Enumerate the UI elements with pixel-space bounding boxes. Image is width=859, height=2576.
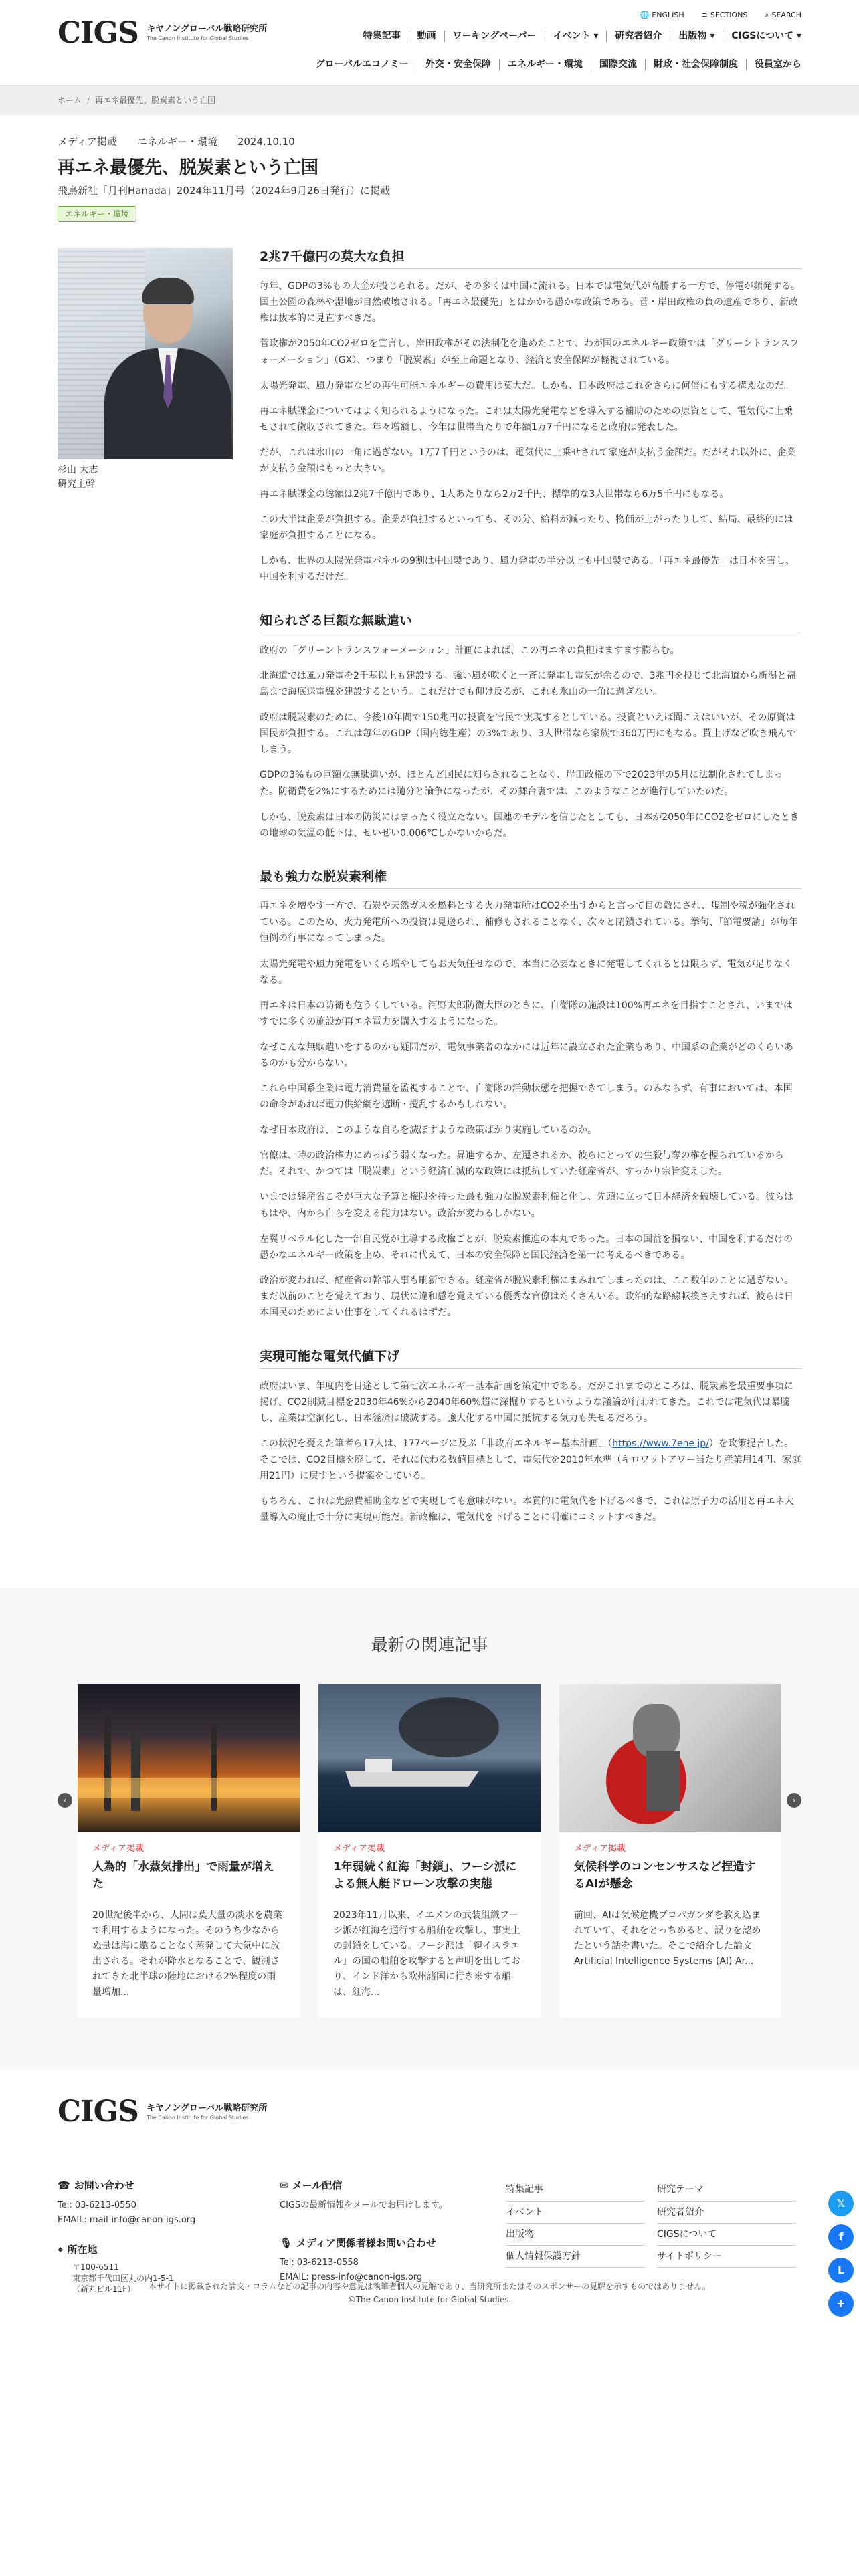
- footer-logo-mark: CIGS: [58, 2095, 138, 2129]
- phone-icon: ☎: [58, 2179, 70, 2192]
- footer-link-1[interactable]: 研究テーマ: [657, 2179, 796, 2201]
- paragraph: なぜ日本政府は、このような自らを滅ぼすような政策ばかり実施しているのか。: [260, 1125, 597, 1136]
- paragraph: 北海道では風力発電を2千基以上も建設する。強い風が吹くと一斉に発電し電気が余るので、3兆円を投じて北海道から新潟と福島まで海底送電線を建設するという。これだけでも仰け反るが、これも氷山の一角に過ぎない。: [260, 671, 796, 698]
- section-heading: 最も強力な脱炭素利権: [260, 868, 801, 889]
- share-icon[interactable]: +: [828, 2291, 854, 2317]
- contact-title: お問い合わせ: [74, 2179, 134, 2192]
- site-footer: [0, 2070, 859, 2324]
- paragraph: この状況を憂えた筆者ら17人は、177ページに及ぶ「非政府エネルギー基本計画」（https://www.7ene.jp/）を政策提言した。そこでは、CO2目標を廃して、それに代わる数値目標として、電気代を2010年水準（キロワットアワー当たり産業用14円、家庭用21円）に戻すという提案をしている。: [260, 1438, 801, 1481]
- paragraph: 政府は脱炭素のために、今後10年間で150兆円の投資を官民で実現するとしている。投資といえば聞こえはいいが、その原資は国民が負担する。これは毎年のGDP（国内総生産）の3%であり、3人世帯なら家族で360万円にもなる。貰上げなど吹き飛んでしまう。: [260, 712, 796, 756]
- paragraph: しかも、世界の太陽光発電パネルの9割は中国製であり、風力発電の半分以上も中国製である。「再エネ最優先」は日本を害し、中国を利するだけだ。: [260, 556, 795, 583]
- paragraph: 太陽光発電、風力発電などの再生可能エネルギーの費用は莫大だ。しかも、日本政府はこれをさらに何倍にもする構えなのだ。: [260, 380, 793, 391]
- mail-desc: CIGSの最新情報をメールでお届けします。: [280, 2200, 448, 2211]
- nav1-item-1[interactable]: 動画: [409, 31, 445, 42]
- footer-link-5[interactable]: CIGSについて: [657, 2224, 796, 2246]
- article-type[interactable]: メディア掲載: [58, 136, 117, 148]
- footer-link-4[interactable]: 出版物: [506, 2224, 645, 2246]
- contact-tel[interactable]: Tel: 03-6213-0550: [58, 2200, 136, 2211]
- nav2-item-0[interactable]: グローバルエコノミー: [308, 59, 417, 70]
- related-card[interactable]: [318, 1684, 541, 2018]
- related-heading: 最新の関連記事: [371, 1635, 488, 1655]
- breadcrumb: [0, 86, 859, 115]
- paragraph: これら中国系企業は電力消費量を監視することで、自衛隊の活動状態を把握できてしまう。のみならず、有事においては、本国の命令があれば電力供給網を遮断・攪乱するかもしれない。: [260, 1083, 793, 1111]
- breadcrumb-home[interactable]: ホーム: [58, 95, 82, 105]
- facebook-icon[interactable]: f: [828, 2224, 854, 2250]
- contact-email[interactable]: EMAIL: mail-info@canon-igs.org: [58, 2214, 196, 2225]
- related-card-description: 前回、AIは気候危機プロパガンダを教え込まれていて、それをとっちめると、誤りを認めたという話を書いた。そこで紹介した論文 Artificial Intelligence Systems (AI) Ar...: [574, 1909, 761, 1967]
- press-tel[interactable]: Tel: 03-6213-0558: [280, 2258, 359, 2268]
- nav1-item-6[interactable]: CIGSについて ▾: [731, 31, 801, 41]
- footer-logo[interactable]: [58, 2097, 267, 2127]
- main-nav: [355, 31, 801, 42]
- microphone-icon: 🎙: [280, 2237, 293, 2250]
- location-icon: ⌖: [58, 2244, 64, 2256]
- section-heading: 実現可能な電気代値下げ: [260, 1348, 801, 1369]
- search-icon: ⌕: [765, 11, 769, 19]
- article-category[interactable]: エネルギー・環境: [136, 136, 217, 148]
- related-card-category: メディア掲載: [333, 1843, 385, 1854]
- paragraph: 政府の「グリーントランスフォーメーション」計画によれば、この再エネの負担はますます膨らむ。: [260, 645, 680, 656]
- paragraph: なぜこんな無駄遣いをするのかも疑問だが、電気事業者のなかには近年に設立された企業もあり、中国系の企業がどのくらいあるのかも分からない。: [260, 1041, 793, 1069]
- footer-link-0[interactable]: 特集記事: [506, 2179, 645, 2201]
- util-label: SEARCH: [771, 11, 801, 19]
- paragraph: 毎年、GDPの3%もの大金が投じられる。だが、その多くは中国に流れる。日本では電気代が高騰する一方で、停電が頻発する。国土公園の森林や湿地が自然破壊される。「再エネ最優先」とはかかる愚かな政策である。菅・岸田政権の負の遺産であり、新政権は抜本的に見直すべきだ。: [260, 281, 800, 324]
- section-heading: 知られざる巨額な無駄遣い: [260, 612, 801, 633]
- paragraph: 左翼リベラル化した一部自民党が主導する政権ごとが、脱炭素推進の本丸であった。日本の国益を損ない、中国を利するだけの愚かなエネルギー政策を止め、それに代えて、日本の安全保障と国民経済を第一に考えるべきである。: [260, 1233, 793, 1261]
- related-card-image[interactable]: [78, 1684, 300, 1832]
- related-card-image[interactable]: [559, 1684, 781, 1832]
- x-icon[interactable]: 𝕏: [828, 2191, 854, 2216]
- article-content: [260, 248, 801, 1535]
- copyright: ©The Canon Institute for Global Studies.: [347, 2294, 512, 2304]
- address-title: 所在地: [67, 2244, 98, 2256]
- util-label: SECTIONS: [710, 11, 748, 19]
- paragraph: 再エネ賦課金についてはよく知られるようになった。これは太陽光発電などを導入する補助のための原資として、電気代に上乗せされて徴収されてきた。年々増額し、今年は世帯当たりで年額1万7千円になると政府は発表した。: [260, 405, 793, 433]
- logo-name-ja: キヤノングローバル戦略研究所: [146, 24, 268, 35]
- nav2-item-5[interactable]: 役員室から: [755, 59, 801, 70]
- address-zip: 〒100-6511: [72, 2262, 119, 2272]
- util-label: ENGLISH: [652, 11, 684, 19]
- paragraph: この大半は企業が負担する。企業が負担するといっても、その分、給料が減ったり、物価が上がったりして、結局、最終的には家庭が負担することになる。: [260, 514, 793, 542]
- paragraph: 政治が変われば、経産省の幹部人事も刷新できる。経産省が脱炭素利権にまみれてしまったのは、ここ数年のことに過ぎない。まだ以前のことを覚えており、現状に違和感を覚えている優秀な官僚はたくさんいる。政治的な路線転換さえすれば、彼らは日本国民のためによい仕事をしてくれるはずだ。: [260, 1275, 793, 1318]
- related-card-image[interactable]: [318, 1684, 541, 1832]
- related-card-category: メディア掲載: [92, 1843, 144, 1854]
- footer-address: [58, 2242, 97, 2262]
- paragraph: 菅政権が2050年CO2ゼロを宣言し、岸田政権がその法制化を進めたことで、わが国のエネルギー政策では「グリーントランスフォーメーション」（GX）、つまり「脱炭素」が至上命題となり、経済と安全保障が軽視されている。: [260, 338, 799, 366]
- logo-mark: CIGS: [58, 16, 138, 50]
- related-card[interactable]: [78, 1684, 300, 2018]
- footer-press: [280, 2235, 494, 2284]
- footer-link-7[interactable]: サイトポリシー: [657, 2246, 796, 2268]
- footer-mail: [280, 2177, 480, 2212]
- footer-link-3[interactable]: 研究者紹介: [657, 2202, 796, 2224]
- paragraph: 再エネを増やす一方で、石炭や天然ガスを燃料とする火力発電所はCO2を出すからと言って目の敵にされ、規制や税が強化されている。このため、火力発電所への投資は見送られ、補修もされることなく、次々と閉鎖されている。挙句、「節電要請」が毎年恒例の行事になってしまった。: [260, 901, 798, 944]
- related-card-body: [78, 1832, 300, 2018]
- util-link-english[interactable]: [640, 9, 684, 22]
- nav2-item-3[interactable]: 国際交流: [591, 59, 646, 70]
- paragraph: 太陽光発電や風力発電をいくら増やしてもお天気任せなので、本当に必要なときに発電してくれるとは限らず、電気が足りなくなる。: [260, 958, 793, 986]
- nav2-item-1[interactable]: 外交・安全保障: [417, 59, 500, 70]
- related-card-body: [559, 1832, 781, 1987]
- related-card-description: 20世紀後半から、人間は莫大量の淡水を農業で利用するようになった。そのうち少なからぬ量は海に還ることなく蒸発して大気中に放出される。それが降水となることで、観測されてきた北半球の陸地における2%程度の雨量増加...: [92, 1909, 282, 1998]
- util-link-sections[interactable]: [702, 9, 748, 22]
- nav1-item-2[interactable]: ワーキングペーパー: [445, 31, 545, 42]
- article-header: [0, 115, 859, 223]
- utility-nav: [640, 9, 801, 22]
- line-icon[interactable]: L: [828, 2258, 854, 2283]
- globe-icon: 🌐: [640, 11, 650, 19]
- nav1-item-3[interactable]: イベント ▾: [545, 31, 607, 42]
- footer-link-6[interactable]: 個人情報保護方針: [506, 2246, 645, 2268]
- press-email[interactable]: EMAIL: press-info@canon-igs.org: [280, 2272, 423, 2282]
- related-card-title[interactable]: 1年弱続く紅海「封鎖」、フーシ派による無人艇ドローン攻撃の実態: [333, 1860, 517, 1891]
- carousel-next-button[interactable]: ›: [787, 1793, 801, 1808]
- article-body: [0, 223, 859, 1535]
- menu-icon: ≡: [701, 11, 708, 19]
- author-card: [58, 248, 233, 1535]
- nav2-item-4[interactable]: 財政・社会保障制度: [646, 59, 747, 70]
- site-logo[interactable]: [58, 16, 268, 50]
- related-card-body: [318, 1832, 541, 2018]
- breadcrumb-current: 再エネ最優先、脱炭素という亡国: [95, 95, 216, 105]
- footer-link-2[interactable]: イベント: [506, 2202, 645, 2224]
- footer-note: [0, 2280, 859, 2306]
- related-card-category: メディア掲載: [574, 1843, 626, 1854]
- carousel-prev-button[interactable]: ‹: [58, 1793, 72, 1808]
- paragraph: もちろん、これは光熱費補助金などで実現しても意味がない。本質的に電気代を下げるべきで、これは原子力の活用と再エネ大量導入の廃止で十分に実現可能だ。新政権は、電気代を下げることに明確にコミットすべきだ。: [260, 1496, 794, 1523]
- paragraph: GDPの3%もの巨額な無駄遣いが、ほとんど国民に知らされることなく、岸田政権の下で2023年の5月に法制化されてしまった。防衛費を2%にするためには随分と論争になったが、その舞台裏では、このようなことが進行していたのだ。: [260, 770, 783, 797]
- related-articles: [0, 1588, 859, 2070]
- social-share: [828, 2191, 854, 2317]
- paragraph: 再エネは日本の防衛も危うくしている。河野太郎防衛大臣のときに、自衛隊の施設は100%再エネを目指すことされ、いまではすでに多くの施設が再エネ電力を購入するようになった。: [260, 1000, 793, 1027]
- related-card-title[interactable]: 人為的「水蒸気排出」で雨量が増えた: [92, 1860, 274, 1891]
- address-line: 東京都千代田区丸の内1-5-1: [72, 2273, 174, 2283]
- disclaimer: 本サイトに掲載された論文・コラムなどの記事の内容や意見は執筆者個人の見解であり、当研究所またはそのスポンサーの見解を示すものではありません。: [149, 2282, 710, 2292]
- util-link-search[interactable]: [765, 9, 801, 22]
- paragraph: いまでは経産省こそが巨大な予算と権限を持った最も強力な脱炭素利権と化し、先頭に立って日本経済を破壊している。彼らはもはや、内から自らを変える能力はない。政治が変わるしかない。: [260, 1192, 793, 1219]
- nav2-item-2[interactable]: エネルギー・環境: [500, 59, 591, 70]
- address-building: （新丸ビル11F）: [72, 2284, 136, 2294]
- section-heading: 2兆7千億円の莫大な負担: [260, 248, 801, 270]
- author-role: 研究主幹: [58, 478, 95, 490]
- author-photo[interactable]: [58, 248, 233, 459]
- page-title: 再エネ最優先、脱炭素という亡国: [58, 157, 319, 178]
- paragraph: しかも、脱炭素は日本の防災にはまったく役立たない。国連のモデルを信じたとしても、日本が2050年にCO2をゼロにしたときの地球の気温の低下は、せいぜい0.006℃しかないからだ。: [260, 811, 799, 839]
- publication-info: 飛鳥新社「月刊Hanada」2024年11月号（2024年9月26日発行）に掲載: [58, 184, 390, 197]
- nav1-item-4[interactable]: 研究者紹介: [607, 31, 670, 42]
- related-card-title[interactable]: 気候科学のコンセンサスなど捏造するAIが懸念: [574, 1860, 756, 1891]
- mail-icon: ✉: [280, 2179, 288, 2192]
- nav1-item-0[interactable]: 特集記事: [355, 31, 409, 42]
- paragraph: 政府はいま、年度内を目途として第七次エネルギー基本計画を策定中である。だがこれまでのところは、脱炭素を最重要事項に掲げ、CO2削減目標を2030年46%から2040年60%超に深掘りするというような議論が行われてきた。これでは電気代は暴騰し、産業は空洞化し、日本経済は破滅する。強大化する中国に抵抗する気力も失せるだろう。: [260, 1380, 793, 1424]
- article-date: 2024.10.10: [237, 136, 295, 148]
- footer-contact: [58, 2177, 195, 2227]
- mail-title[interactable]: メール配信: [292, 2179, 343, 2192]
- footer-links: [506, 2179, 796, 2268]
- related-card[interactable]: [559, 1684, 781, 2018]
- paragraph: だが、これは氷山の一角に過ぎない。1万7千円というのは、電気代に上乗せされて家庭が支払う金額だ。だがそれ以外に、企業が支払う金額はもっと大きい。: [260, 447, 796, 474]
- breadcrumb-separator: /: [87, 95, 90, 105]
- footer-logo-name-en: The Canon Institute for Global Studies: [146, 2114, 249, 2121]
- author-name[interactable]: 杉山 大志: [58, 464, 98, 475]
- press-title: メディア関係者様お問い合わせ: [296, 2237, 436, 2250]
- category-nav: [308, 59, 801, 70]
- footer-logo-name-ja: キヤノングローバル戦略研究所: [146, 2103, 268, 2113]
- related-card-description: 2023年11月以来、イエメンの武装組織フーシ派が紅海を通行する船舶を攻撃し、事実上の封鎖をしている。フーシ派は「親イスラエル」の国の船舶を攻撃すると声明を出しており、インド洋から欧州諸国に行き来する船は、紅海...: [333, 1909, 520, 1998]
- site-header: [0, 0, 859, 86]
- external-link[interactable]: https://www.7ene.jp/: [612, 1438, 709, 1449]
- paragraph: 官僚は、時の政治権力にめっぽう弱くなった。昇進するか、左遷されるか、彼らにとっての生殺与奪の権を握られているからだ。それで、かつては「脱炭素」という経済自滅的な政策には抵抗していた経産省が、すっかり宗旨変えした。: [260, 1150, 784, 1178]
- logo-name-en: The Canon Institute for Global Studies: [146, 35, 249, 42]
- nav1-item-5[interactable]: 出版物 ▾: [670, 31, 723, 42]
- paragraph: 再エネ賦課金の総額は2兆7千億円であり、1人あたりなら2万2千円、標準的な3人世帯なら6万5千円にもなる。: [260, 488, 729, 500]
- category-tag[interactable]: エネルギー・環境: [58, 206, 136, 222]
